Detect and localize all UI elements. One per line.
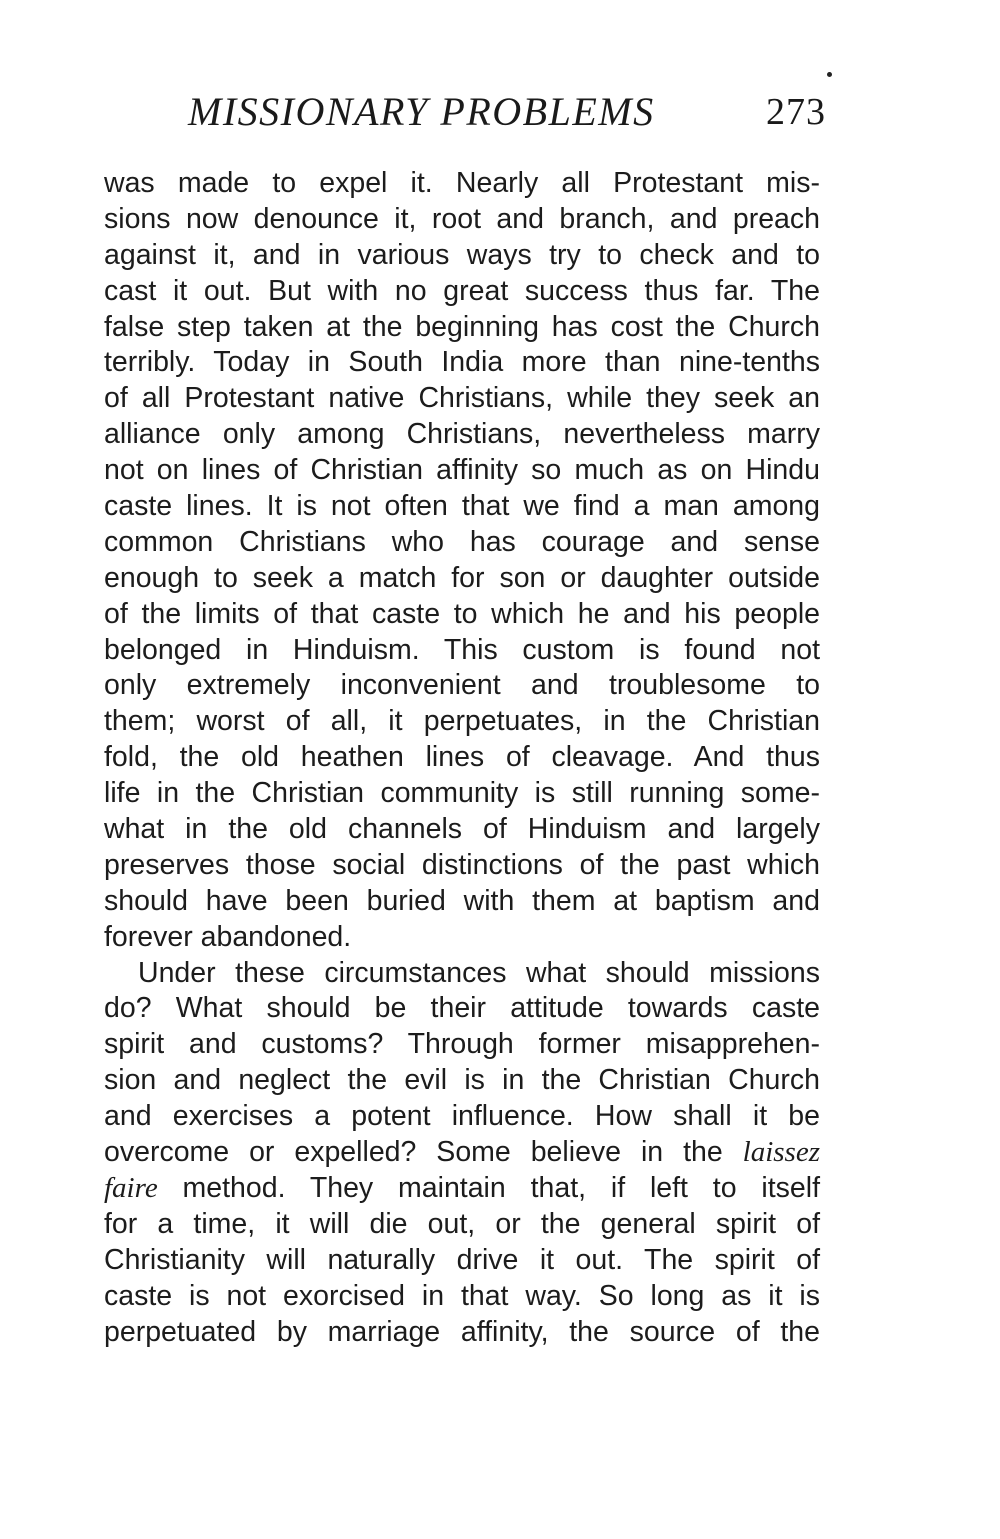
text-line: what in the old channels of Hinduism and largely [104, 813, 820, 846]
print-speck [827, 72, 832, 77]
text-line: against it, and in various ways try to check and to [104, 238, 820, 271]
running-head [150, 88, 830, 138]
italic-term: laissez [742, 1136, 820, 1169]
italic-term: faire [104, 1171, 158, 1204]
text-line: not on lines of Christian affinity so much as on Hindu [104, 454, 820, 487]
text-line: enough to seek a match for son or daughter outside [104, 561, 820, 594]
text-line: forever abandoned. [104, 920, 352, 953]
running-title: MISSIONARY PROBLEMS [188, 89, 655, 134]
text-line: do? What should be their attitude towards caste [104, 992, 820, 1025]
text-segment: overcome or expelled? Some believe in the [104, 1136, 723, 1169]
text-line: sion and neglect the evil is in the Christian Church [104, 1064, 820, 1097]
body-text [104, 166, 820, 1350]
text-line: terribly. Today in South India more than nine-tenths [104, 346, 820, 379]
text-line: them; worst of all, it perpetuates, in the Christian [104, 705, 820, 738]
text-line: common Christians who has courage and sense [104, 525, 820, 558]
text-line: perpetuated by marriage affinity, the source of the [104, 1315, 820, 1348]
text-line: Christianity will naturally drive it out. The spirit of [104, 1243, 820, 1276]
page-number: 273 [766, 91, 826, 133]
text-line: life in the Christian community is still running some- [104, 777, 820, 810]
text-line: alliance only among Christians, nevertheless marry [104, 418, 820, 451]
text-line: sions now denounce it, root and branch, and preach [104, 202, 820, 235]
text-line [104, 1171, 820, 1207]
text-line: caste is not exorcised in that way. So long as it is [104, 1279, 820, 1312]
text-segment: method. They maintain that, if left to itself [157, 1171, 820, 1204]
text-line: for a time, it will die out, or the general spirit of [104, 1207, 820, 1240]
text-line: should have been buried with them at baptism and [104, 884, 820, 917]
text-line [104, 1135, 820, 1171]
text-line: cast it out. But with no great success thus far. The [104, 274, 820, 307]
text-line: was made to expel it. Nearly all Protestant mis- [104, 167, 820, 199]
text-line: belonged in Hinduism. This custom is found not [104, 633, 820, 666]
text-line: preserves those social distinctions of the past which [104, 848, 820, 881]
text-line: and exercises a potent influence. How shall it be [104, 1100, 820, 1133]
text-line: false step taken at the beginning has cost the Church [104, 310, 820, 343]
text-line: of all Protestant native Christians, while they seek an [104, 382, 820, 415]
text-line: only extremely inconvenient and troublesome to [104, 669, 820, 702]
text-line: spirit and customs? Through former misapprehen- [104, 1028, 820, 1061]
text-line: Under these circumstances what should missions [138, 956, 820, 989]
text-line: fold, the old heathen lines of cleavage. And thus [104, 741, 820, 774]
text-line: caste lines. It is not often that we find a man among [104, 490, 820, 523]
text-line: of the limits of that caste to which he and his people [104, 597, 820, 630]
